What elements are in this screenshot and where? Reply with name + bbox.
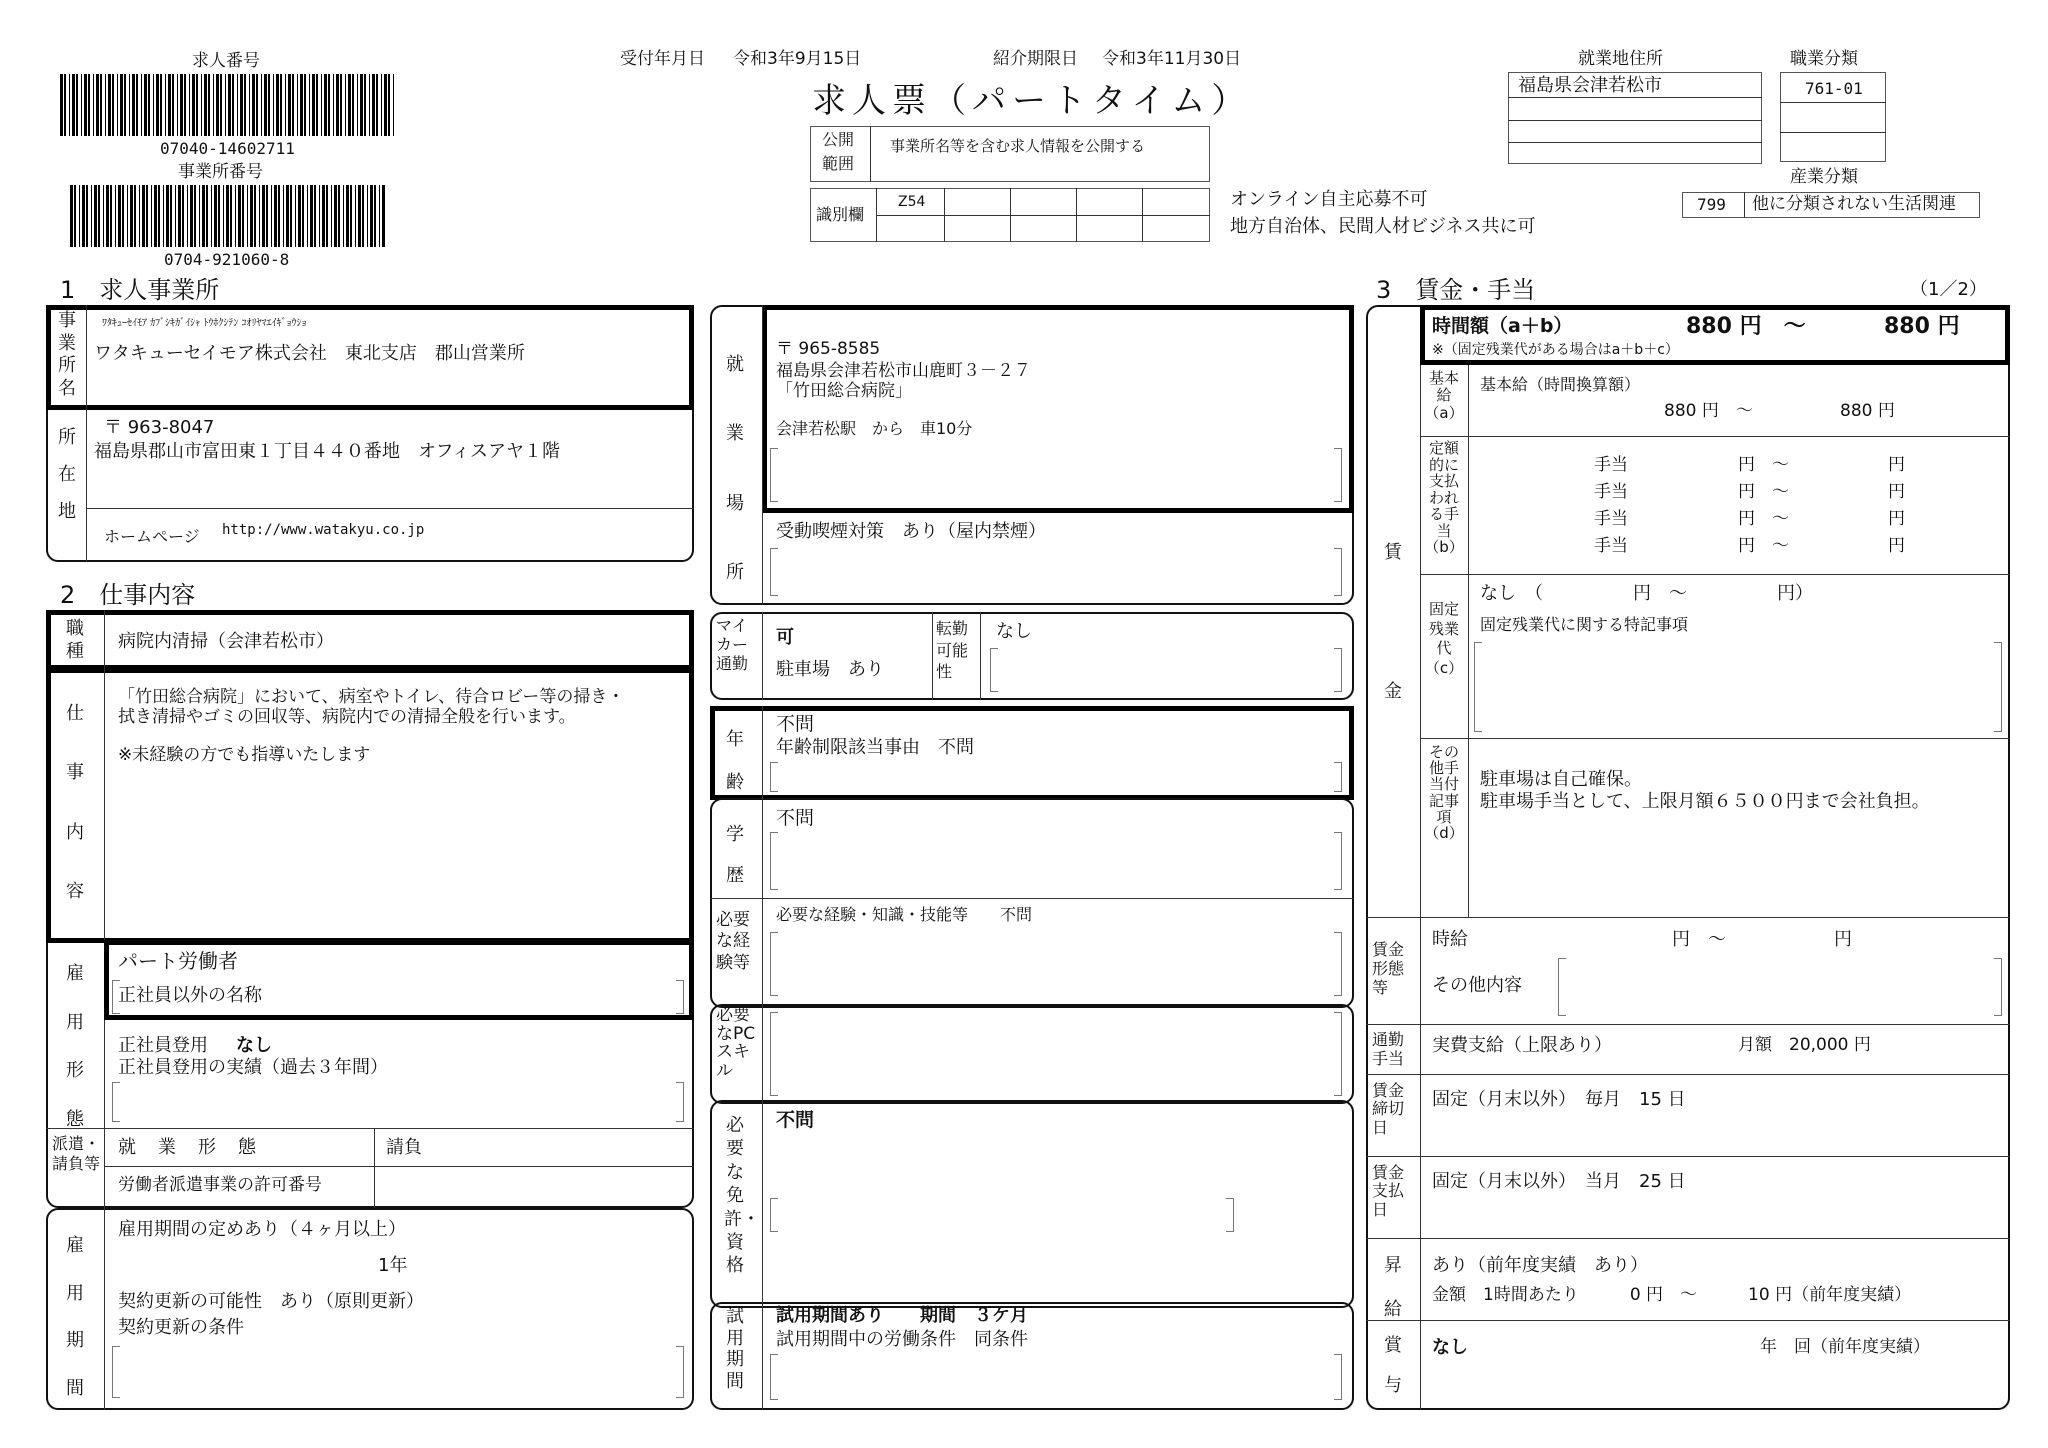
barcode-bar xyxy=(79,185,80,247)
barcode-bar xyxy=(148,74,150,136)
shoyo-label: 賞与 xyxy=(1384,1335,1402,1396)
kikan-3: 契約更新の可能性 あり（原則更新） xyxy=(118,1291,424,1312)
shikibetsu-value: Z54 xyxy=(898,194,926,210)
barcode-bar xyxy=(223,185,224,247)
barcode-bar xyxy=(98,185,100,247)
barcode-bar xyxy=(278,185,280,247)
barcode-bar xyxy=(238,185,241,247)
barcode-bar xyxy=(216,74,219,136)
barcode-bar xyxy=(274,185,277,247)
kihon-title: 基本給（時間換算額） xyxy=(1480,375,1641,394)
barcode-bar xyxy=(252,74,255,136)
barcode-bar xyxy=(235,185,236,247)
barcode-bar xyxy=(60,74,63,136)
name-kana: ﾜﾀｷｭｰｾｲﾓｱ ｶﾌﾞｼｷｶﾞｲｼｬ ﾄｳﾎｸｼﾃﾝ ｺｵﾘﾔﾏｴｲｷﾞｮｳｼｮ xyxy=(102,318,307,329)
basho-facility: 「竹田総合病院」 xyxy=(776,381,912,401)
chiho-note: 地方自治体、民間人材ビジネス共に可 xyxy=(1230,216,1536,237)
teate-yen-to: 円 xyxy=(1888,536,1905,556)
barcode-bar xyxy=(333,74,334,136)
homepage-link[interactable]: http://www.watakyu.co.jp xyxy=(222,522,425,538)
shokai-date: 令和3年11月30日 xyxy=(1102,49,1242,69)
barcode-bar xyxy=(214,185,217,247)
barcode-bar xyxy=(346,185,349,247)
barcode-bar xyxy=(154,185,157,247)
sangyo-label: 産業分類 xyxy=(1790,167,1858,187)
barcode-bar xyxy=(369,74,370,136)
barcode-bar xyxy=(355,185,356,247)
barcode-bar xyxy=(295,185,296,247)
barcode-bar xyxy=(285,74,286,136)
barcode-bar xyxy=(364,74,366,136)
menkyo-value: 不問 xyxy=(776,1109,815,1131)
shoyo-jisseki: 年 回（前年度実績） xyxy=(1760,1337,1930,1357)
barcode-bar xyxy=(271,185,272,247)
jigyosho-name: ワタキューセイモア株式会社 東北支店 郡山営業所 xyxy=(94,343,525,364)
shokai-label: 紹介期限日 xyxy=(993,49,1078,69)
barcode-bar xyxy=(187,185,188,247)
teate-label: 定額的に支払われる手当（b） xyxy=(1424,439,1464,556)
kyujin-bango: 07040-14602711 xyxy=(160,139,295,158)
pc-box xyxy=(710,1004,1354,1104)
jikangaku-min: 880 円 ～ xyxy=(1686,314,1806,339)
barcode-bar xyxy=(115,185,116,247)
barcode-bar xyxy=(178,185,181,247)
jikyu-yen: 円 ～ 円 xyxy=(1672,929,1852,950)
naiyo-label: 仕事内容 xyxy=(66,703,84,903)
barcode-bar xyxy=(237,74,238,136)
barcode-bar xyxy=(384,74,387,136)
barcode-bar xyxy=(381,74,382,136)
shokushu-value: 病院内清掃（会津若松市） xyxy=(118,631,334,652)
barcode-bar xyxy=(182,185,184,247)
barcode-bar xyxy=(94,185,97,247)
kotei-note: 固定残業代に関する特記事項 xyxy=(1480,615,1689,634)
barcode-bar xyxy=(262,185,265,247)
barcode-bar xyxy=(376,74,378,136)
teate-yen-to: 円 xyxy=(1888,482,1905,502)
shiyo-1: 試用期間あり 期間 ３ケ月 xyxy=(776,1305,1028,1326)
barcode-bar xyxy=(338,185,340,247)
kyujin-bango-label: 求人番号 xyxy=(192,51,260,71)
barcode-bar xyxy=(319,185,320,247)
barcode-bar xyxy=(345,74,346,136)
shugyochi-value: 福島県会津若松市 xyxy=(1518,75,1662,96)
shimebi-value: 固定（月末以外） 毎月 15 日 xyxy=(1432,1089,1686,1110)
barcode-bar xyxy=(106,185,109,247)
chingin-label: 賃金 xyxy=(1384,542,1402,702)
barcode-bar xyxy=(208,74,210,136)
barcode-bar xyxy=(309,74,310,136)
barcode-bar xyxy=(96,74,99,136)
barcode-bar xyxy=(190,185,193,247)
barcode-bar xyxy=(370,185,373,247)
sangyo-name: 他に分類されない生活関連 xyxy=(1752,194,1956,214)
sonota-label: その他手当付記事項（d） xyxy=(1424,743,1464,842)
barcode-bar xyxy=(321,74,322,136)
postal: 〒 963-8047 xyxy=(104,417,215,438)
shiyo-2: 試用期間中の労働条件 同条件 xyxy=(776,1329,1028,1350)
barcode-bar xyxy=(360,74,363,136)
barcode-bar xyxy=(168,74,171,136)
barcode-bar xyxy=(93,74,94,136)
kihon-label: 基本給（a） xyxy=(1424,369,1464,422)
mycar-label: マイカー通勤 xyxy=(716,616,749,674)
barcode-bar xyxy=(124,74,126,136)
barcode-bar xyxy=(362,185,364,247)
gakureki-value: 不問 xyxy=(776,807,815,829)
barcode-bar xyxy=(213,74,214,136)
barcode-bar xyxy=(72,74,75,136)
jigyosho-bango-label: 事業所番号 xyxy=(178,162,263,182)
tenkin-value: なし xyxy=(996,621,1032,642)
barcode-bar xyxy=(340,74,342,136)
keitai-label: 賃金形態等 xyxy=(1372,940,1405,998)
haken-keitai: 請負 xyxy=(386,1137,422,1158)
barcode-bar xyxy=(146,185,148,247)
barcode-bar xyxy=(189,74,190,136)
naiyo-line-1: 「竹田総合病院」において、病室やトイレ、待合ロビー等の掃き・ xyxy=(118,687,625,707)
homepage-label: ホームページ xyxy=(104,527,200,546)
jikangaku-label: 時間額（a＋b） xyxy=(1432,315,1573,337)
haken-label: 派遣・請負等 xyxy=(52,1134,101,1173)
barcode-bar xyxy=(316,74,318,136)
nenrei-label: 年齢 xyxy=(726,729,744,794)
barcode-bar xyxy=(268,74,270,136)
barcode-bar xyxy=(352,74,354,136)
basho-postal: 〒 965-8585 xyxy=(776,339,881,359)
shokushu-label: 職種 xyxy=(66,618,84,662)
barcode-bar xyxy=(199,185,200,247)
barcode-bar xyxy=(358,185,361,247)
barcode-bar xyxy=(286,185,289,247)
koukai-label-1: 公開 xyxy=(822,130,855,149)
teate-name: 手当 xyxy=(1594,455,1628,475)
shimebi-label: 賃金締切日 xyxy=(1372,1081,1405,1137)
nenrei-seigen: 年齢制限該当事由 不問 xyxy=(776,737,974,758)
teate-name: 手当 xyxy=(1594,536,1628,556)
barcode-bar xyxy=(88,74,90,136)
basho-access: 会津若松駅 から 車10分 xyxy=(776,419,973,438)
barcode-bar xyxy=(74,185,76,247)
haken-kyoka-label: 労働者派遣事業の許可番号 xyxy=(118,1175,322,1195)
barcode-bar xyxy=(298,185,301,247)
barcode-bar xyxy=(100,74,102,136)
barcode-bar xyxy=(242,185,244,247)
barcode-bar xyxy=(247,185,248,247)
shokugyo-value: 761-01 xyxy=(1805,79,1863,98)
jikangaku-max: 880 円 xyxy=(1884,314,1960,339)
barcode-bar xyxy=(264,74,267,136)
barcode-bar xyxy=(266,185,268,247)
barcode-bar xyxy=(382,185,385,247)
barcode-bar xyxy=(307,185,308,247)
mycar-value: 可 xyxy=(776,627,794,648)
shikibetsu-label: 識別欄 xyxy=(816,205,865,224)
barcode-bar xyxy=(201,74,202,136)
barcode-bar xyxy=(304,74,306,136)
barcode-bar xyxy=(336,74,339,136)
barcode-bar xyxy=(84,74,87,136)
kyujin-barcode xyxy=(60,74,400,136)
name-label: 事業所名 xyxy=(58,310,76,399)
shokugyo-label: 職業分類 xyxy=(1790,49,1858,69)
barcode-bar xyxy=(170,185,172,247)
barcode-bar xyxy=(69,74,70,136)
jikangaku-note: ※（固定残業代がある場合はa＋b＋c） xyxy=(1432,342,1679,358)
seishain-toyo-label: 正社員登用 xyxy=(118,1035,208,1056)
barcode-bar xyxy=(379,185,380,247)
barcode-bar xyxy=(184,74,186,136)
barcode-bar xyxy=(158,185,160,247)
section2-heading: 2 仕事内容 xyxy=(60,581,196,609)
shiyo-label: 試用期間 xyxy=(726,1306,744,1392)
shoyo-value: なし xyxy=(1432,1337,1468,1358)
barcode-bar xyxy=(290,185,292,247)
barcode-bar xyxy=(276,74,279,136)
haken-keitai-label: 就 業 形 態 xyxy=(118,1137,258,1158)
koyo-type: パート労働者 xyxy=(118,949,238,973)
barcode-bar xyxy=(64,74,66,136)
barcode-bar xyxy=(118,185,121,247)
barcode-bar xyxy=(130,185,133,247)
barcode-bar xyxy=(249,74,250,136)
koukai-label-2: 範囲 xyxy=(822,154,855,173)
sonota-naiyo: その他内容 xyxy=(1432,975,1522,996)
kotei-label: 固定残業代（c） xyxy=(1424,600,1464,677)
barcode-bar xyxy=(388,74,390,136)
barcode-bar xyxy=(194,185,196,247)
barcode-bar xyxy=(86,185,88,247)
barcode-bar xyxy=(343,185,344,247)
barcode-bar xyxy=(232,74,234,136)
barcode-bar xyxy=(180,74,183,136)
kikan-label: 雇用期間 xyxy=(66,1235,84,1400)
menkyo-label: 必要な免許・資格 xyxy=(724,1115,760,1277)
barcode-bar xyxy=(144,74,147,136)
jigyosho-barcode xyxy=(70,185,390,247)
teate-yen-to: 円 xyxy=(1888,455,1905,475)
address-label: 所在地 xyxy=(58,427,76,522)
barcode-bar xyxy=(177,74,178,136)
barcode-bar xyxy=(240,74,243,136)
barcode-bar xyxy=(367,185,368,247)
barcode-bar xyxy=(112,74,114,136)
seishain-toyo: なし xyxy=(236,1035,272,1056)
barcode-bar xyxy=(283,185,284,247)
barcode-bar xyxy=(300,74,303,136)
barcode-bar xyxy=(225,74,226,136)
teate-yen-to: 円 xyxy=(1888,509,1905,529)
shiharai-label: 賃金支払日 xyxy=(1372,1163,1405,1219)
barcode-bar xyxy=(280,74,282,136)
barcode-bar xyxy=(127,185,128,247)
page-title: 求人票（パートタイム） xyxy=(812,81,1252,121)
online-note: オンライン自主応募不可 xyxy=(1230,189,1428,210)
barcode-bar xyxy=(204,74,207,136)
kihon-min: 880 円 ～ xyxy=(1664,401,1753,421)
nenrei-value: 不問 xyxy=(776,713,815,735)
basho-label: 就業場所 xyxy=(726,354,744,583)
uketsuke-date: 令和3年9月15日 xyxy=(733,49,862,69)
koyo-label: 雇用形態 xyxy=(66,963,84,1130)
barcode-bar xyxy=(192,74,195,136)
barcode-bar xyxy=(261,74,262,136)
parking: 駐車場 あり xyxy=(776,659,884,680)
barcode-bar xyxy=(153,74,154,136)
barcode-bar xyxy=(151,185,152,247)
seishain-jisseki: 正社員登用の実績（過去３年間） xyxy=(118,1057,388,1078)
barcode-bar xyxy=(122,185,124,247)
teate-name: 手当 xyxy=(1594,482,1628,502)
teate-yen-from: 円 ～ xyxy=(1738,482,1789,502)
section3-heading: 3 賃金・手当 xyxy=(1376,276,1536,304)
barcode-bar xyxy=(324,74,327,136)
jikyu: 時給 xyxy=(1432,929,1468,950)
barcode-bar xyxy=(322,185,325,247)
barcode-bar xyxy=(254,185,256,247)
barcode-bar xyxy=(350,185,352,247)
barcode-bar xyxy=(81,74,82,136)
barcode-bar xyxy=(70,185,73,247)
barcode-bar xyxy=(156,74,159,136)
barcode-bar xyxy=(334,185,337,247)
barcode-bar xyxy=(357,74,358,136)
barcode-bar xyxy=(105,74,106,136)
barcode-bar xyxy=(163,185,164,247)
shokyu-label: 昇給 xyxy=(1384,1255,1402,1321)
barcode-bar xyxy=(141,74,142,136)
barcode-bar xyxy=(160,74,162,136)
shugyochi-label: 就業地住所 xyxy=(1578,49,1663,69)
barcode-bar xyxy=(117,74,118,136)
tsukin-value: 実費支給（上限あり） xyxy=(1432,1035,1612,1056)
kikan-1: 雇用期間の定めあり（４ヶ月以上） xyxy=(118,1219,406,1240)
barcode-bar xyxy=(172,74,174,136)
tenkin-label: 転勤可能性 xyxy=(936,619,969,682)
barcode-bar xyxy=(288,74,291,136)
barcode-bar xyxy=(142,185,145,247)
basho-address-box xyxy=(762,305,1354,513)
barcode-bar xyxy=(297,74,298,136)
barcode-bar xyxy=(220,74,222,136)
kikan-2: 1年 xyxy=(378,1255,408,1276)
section1-heading: 1 求人事業所 xyxy=(60,276,220,304)
pc-label: 必要なPCスキル xyxy=(716,1005,756,1082)
tsukin-getsu: 月額 20,000 円 xyxy=(1738,1035,1871,1055)
barcode-bar xyxy=(230,185,232,247)
mycar-box xyxy=(710,612,1354,700)
barcode-bar xyxy=(91,185,92,247)
kotei-value: なし （ 円 ～ 円） xyxy=(1480,583,1813,604)
barcode-bar xyxy=(110,185,112,247)
barcode-bar xyxy=(328,74,330,136)
barcode-bar xyxy=(326,185,328,247)
barcode-bar xyxy=(202,185,205,247)
teate-name: 手当 xyxy=(1594,509,1628,529)
basho-address: 福島県会津若松市山鹿町３－２７ xyxy=(776,361,1031,381)
shokyu-1: あり（前年度実績 あり） xyxy=(1432,1255,1648,1276)
barcode-bar xyxy=(226,185,229,247)
sonota-2: 駐車場手当として、上限月額６５００円まで会社負担。 xyxy=(1480,791,1930,812)
barcode-bar xyxy=(82,185,85,247)
keiken-value: 必要な経験・知識・技能等 不問 xyxy=(776,905,1033,924)
barcode-bar xyxy=(196,74,198,136)
naiyo-line-3: ※未経験の方でも指導いたします xyxy=(118,745,371,765)
teate-yen-from: 円 ～ xyxy=(1738,455,1789,475)
barcode-bar xyxy=(310,185,313,247)
kikan-4: 契約更新の条件 xyxy=(118,1317,244,1338)
barcode-bar xyxy=(244,74,246,136)
barcode-bar xyxy=(120,74,123,136)
barcode-bar xyxy=(372,74,375,136)
page-number: （1／2） xyxy=(1910,279,1987,300)
jigyosho-bango: 0704-921060-8 xyxy=(164,250,290,269)
barcode-bar xyxy=(250,185,253,247)
barcode-bar xyxy=(331,185,332,247)
sonota-1: 駐車場は自己確保。 xyxy=(1480,769,1642,790)
barcode-bar xyxy=(136,74,138,136)
barcode-bar xyxy=(211,185,212,247)
barcode-bar xyxy=(108,74,111,136)
gakureki-label: 学歴 xyxy=(726,824,744,887)
address: 福島県郡山市富田東１丁目４４０番地 オフィスアヤ１階 xyxy=(94,441,561,462)
barcode-bar xyxy=(348,74,351,136)
barcode-bar xyxy=(175,185,176,247)
barcode-bar xyxy=(218,185,220,247)
shokyu-2: 金額 1時間あたり 0 円 ～ 10 円（前年度実績） xyxy=(1432,1285,1912,1305)
barcode-bar xyxy=(302,185,304,247)
barcode-bar xyxy=(129,74,130,136)
barcode-bar xyxy=(132,74,135,136)
barcode-bar xyxy=(134,185,136,247)
barcode-bar xyxy=(165,74,166,136)
barcode-bar xyxy=(312,74,315,136)
kitsuen: 受動喫煙対策 あり（屋内禁煙） xyxy=(776,521,1046,542)
barcode-bar xyxy=(166,185,169,247)
uketsuke-label: 受付年月日 xyxy=(620,49,705,69)
barcode-bar xyxy=(393,74,394,136)
koukai-value: 事業所名等を含む求人情報を公開する xyxy=(890,137,1146,155)
barcode-bar xyxy=(292,74,294,136)
barcode-bar xyxy=(273,74,274,136)
keiken-label: 必要な経験等 xyxy=(716,910,750,973)
barcode-bar xyxy=(256,74,258,136)
teate-yen-from: 円 ～ xyxy=(1738,509,1789,529)
barcode-bar xyxy=(314,185,316,247)
barcode-bar xyxy=(76,74,78,136)
naiyo-line-2: 拭き清掃やゴミの回収等、病院内での清掃全般を行います。 xyxy=(118,707,576,727)
shiharai-value: 固定（月末以外） 当月 25 日 xyxy=(1432,1171,1686,1192)
barcode-bar xyxy=(139,185,140,247)
kihon-max: 880 円 xyxy=(1840,401,1895,421)
sangyo-code: 799 xyxy=(1697,195,1726,214)
koyo-other: 正社員以外の名称 xyxy=(118,985,262,1006)
barcode-bar xyxy=(228,74,231,136)
teate-yen-from: 円 ～ xyxy=(1738,536,1789,556)
barcode-bar xyxy=(374,185,376,247)
tsukin-label: 通勤手当 xyxy=(1372,1030,1405,1069)
barcode-bar xyxy=(206,185,208,247)
barcode-bar xyxy=(103,185,104,247)
barcode-bar xyxy=(259,185,260,247)
